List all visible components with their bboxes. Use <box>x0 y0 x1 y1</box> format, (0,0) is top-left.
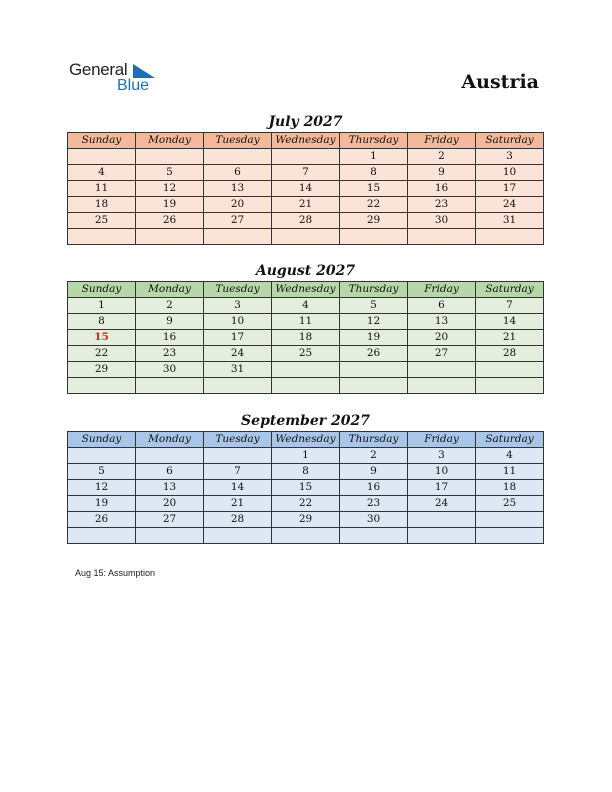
day-cell: 20 <box>136 496 204 512</box>
day-cell: 8 <box>340 165 408 181</box>
week-row <box>68 181 544 197</box>
day-cell: 12 <box>136 181 204 197</box>
day-cell: 7 <box>476 298 544 314</box>
week-row <box>68 464 544 480</box>
day-cell: 4 <box>272 298 340 314</box>
day-cell: 18 <box>68 197 136 213</box>
day-cell <box>272 229 340 245</box>
country-title: Austria <box>461 71 539 93</box>
logo-text-blue: Blue <box>117 77 150 94</box>
day-cell: 10 <box>204 314 272 330</box>
week-row <box>68 346 544 362</box>
day-cell <box>68 229 136 245</box>
day-cell: 22 <box>272 496 340 512</box>
day-cell: 18 <box>272 330 340 346</box>
day-cell: 26 <box>340 346 408 362</box>
week-row <box>68 512 544 528</box>
day-cell: 29 <box>68 362 136 378</box>
day-cell: 12 <box>340 314 408 330</box>
day-cell <box>136 229 204 245</box>
week-row <box>68 496 544 512</box>
month-september <box>67 411 544 544</box>
day-cell: 8 <box>68 314 136 330</box>
day-cell: 28 <box>476 346 544 362</box>
day-cell: 30 <box>340 512 408 528</box>
weekday-header: Tuesday <box>204 133 272 149</box>
day-cell: 12 <box>68 480 136 496</box>
weekday-header: Saturday <box>476 133 544 149</box>
day-cell <box>68 378 136 394</box>
day-cell <box>272 378 340 394</box>
day-cell: 16 <box>136 330 204 346</box>
day-cell: 27 <box>136 512 204 528</box>
day-cell: 15 <box>340 181 408 197</box>
week-row <box>68 197 544 213</box>
day-cell <box>340 378 408 394</box>
week-row <box>68 213 544 229</box>
day-cell: 4 <box>476 448 544 464</box>
day-cell: 25 <box>68 213 136 229</box>
day-cell: 5 <box>68 464 136 480</box>
day-cell: 22 <box>340 197 408 213</box>
weekday-header: Monday <box>136 282 204 298</box>
week-row <box>68 149 544 165</box>
weekday-header: Wednesday <box>272 133 340 149</box>
day-cell: 21 <box>204 496 272 512</box>
day-cell <box>136 378 204 394</box>
day-cell: 22 <box>68 346 136 362</box>
day-cell <box>136 149 204 165</box>
calendar-table <box>67 132 544 245</box>
day-cell: 3 <box>476 149 544 165</box>
weekday-header: Monday <box>136 432 204 448</box>
day-cell <box>136 528 204 544</box>
day-cell <box>408 229 476 245</box>
day-cell: 5 <box>340 298 408 314</box>
month-title: July 2027 <box>268 114 343 130</box>
day-cell: 7 <box>204 464 272 480</box>
day-cell <box>476 512 544 528</box>
day-cell: 6 <box>204 165 272 181</box>
day-cell: 14 <box>272 181 340 197</box>
month-title: September 2027 <box>241 413 370 429</box>
day-cell: 25 <box>476 496 544 512</box>
weekday-header: Friday <box>408 282 476 298</box>
weekday-header: Thursday <box>340 133 408 149</box>
day-cell: 16 <box>408 181 476 197</box>
day-cell: 23 <box>408 197 476 213</box>
day-cell <box>68 149 136 165</box>
weekday-header: Friday <box>408 133 476 149</box>
day-cell: 13 <box>136 480 204 496</box>
day-cell: 14 <box>204 480 272 496</box>
day-cell <box>272 362 340 378</box>
day-cell: 17 <box>408 480 476 496</box>
day-cell <box>408 378 476 394</box>
day-cell <box>408 528 476 544</box>
month-july <box>67 112 544 245</box>
day-cell: 5 <box>136 165 204 181</box>
weekday-header-row <box>68 282 544 298</box>
day-cell: 11 <box>476 464 544 480</box>
week-row <box>68 378 544 394</box>
day-cell: 11 <box>272 314 340 330</box>
day-cell: 8 <box>272 464 340 480</box>
holidays-note: Aug 15: Assumption <box>75 568 156 578</box>
logo-triangle-icon <box>133 64 155 78</box>
day-cell: 9 <box>340 464 408 480</box>
day-cell: 1 <box>272 448 340 464</box>
day-cell: 14 <box>476 314 544 330</box>
day-cell: 2 <box>408 149 476 165</box>
weekday-header: Tuesday <box>204 432 272 448</box>
day-cell: 23 <box>136 346 204 362</box>
day-cell: 18 <box>476 480 544 496</box>
day-cell: 7 <box>272 165 340 181</box>
day-cell: 1 <box>340 149 408 165</box>
weekday-header: Saturday <box>476 432 544 448</box>
month-august <box>67 261 544 394</box>
day-cell: 13 <box>204 181 272 197</box>
day-cell: 11 <box>68 181 136 197</box>
day-cell <box>272 528 340 544</box>
day-cell: 10 <box>476 165 544 181</box>
day-cell: 19 <box>68 496 136 512</box>
day-cell: 6 <box>136 464 204 480</box>
day-cell: 1 <box>68 298 136 314</box>
day-cell: 19 <box>340 330 408 346</box>
weekday-header: Tuesday <box>204 282 272 298</box>
weekday-header: Sunday <box>68 282 136 298</box>
day-cell <box>340 528 408 544</box>
holiday-day-cell: 15 <box>68 330 136 346</box>
month-title: August 2027 <box>255 263 356 279</box>
day-cell: 27 <box>204 213 272 229</box>
day-cell <box>476 378 544 394</box>
day-cell <box>136 448 204 464</box>
day-cell <box>476 362 544 378</box>
week-row <box>68 314 544 330</box>
day-cell: 30 <box>408 213 476 229</box>
day-cell: 3 <box>204 298 272 314</box>
day-cell <box>476 229 544 245</box>
week-row <box>68 298 544 314</box>
calendar-table <box>67 431 544 544</box>
week-row <box>68 165 544 181</box>
day-cell <box>340 362 408 378</box>
day-cell <box>204 378 272 394</box>
day-cell: 15 <box>272 480 340 496</box>
day-cell <box>204 229 272 245</box>
day-cell: 24 <box>408 496 476 512</box>
day-cell <box>204 448 272 464</box>
day-cell <box>340 229 408 245</box>
day-cell <box>68 528 136 544</box>
day-cell: 2 <box>136 298 204 314</box>
day-cell: 17 <box>204 330 272 346</box>
day-cell: 25 <box>272 346 340 362</box>
day-cell: 31 <box>204 362 272 378</box>
weekday-header: Wednesday <box>272 282 340 298</box>
day-cell: 21 <box>272 197 340 213</box>
day-cell <box>204 149 272 165</box>
logo-text-general: General <box>69 60 128 79</box>
day-cell: 20 <box>204 197 272 213</box>
weekday-header: Saturday <box>476 282 544 298</box>
day-cell: 30 <box>136 362 204 378</box>
day-cell: 16 <box>340 480 408 496</box>
day-cell: 10 <box>408 464 476 480</box>
weekday-header: Sunday <box>68 432 136 448</box>
day-cell <box>204 528 272 544</box>
day-cell: 27 <box>408 346 476 362</box>
day-cell <box>68 448 136 464</box>
week-row <box>68 229 544 245</box>
weekday-header-row <box>68 432 544 448</box>
day-cell <box>408 512 476 528</box>
day-cell: 23 <box>340 496 408 512</box>
day-cell: 28 <box>204 512 272 528</box>
day-cell <box>476 528 544 544</box>
day-cell: 28 <box>272 213 340 229</box>
day-cell: 9 <box>408 165 476 181</box>
week-row <box>68 480 544 496</box>
day-cell: 17 <box>476 181 544 197</box>
week-row <box>68 330 544 346</box>
day-cell: 26 <box>136 213 204 229</box>
weekday-header: Friday <box>408 432 476 448</box>
day-cell: 20 <box>408 330 476 346</box>
generalblue-logo <box>69 60 164 96</box>
weekday-header: Wednesday <box>272 432 340 448</box>
week-row <box>68 362 544 378</box>
day-cell: 9 <box>136 314 204 330</box>
day-cell: 24 <box>476 197 544 213</box>
day-cell: 29 <box>272 512 340 528</box>
day-cell: 13 <box>408 314 476 330</box>
weekday-header-row <box>68 133 544 149</box>
week-row <box>68 448 544 464</box>
week-row <box>68 528 544 544</box>
day-cell: 24 <box>204 346 272 362</box>
weekday-header: Thursday <box>340 282 408 298</box>
day-cell <box>408 362 476 378</box>
day-cell: 6 <box>408 298 476 314</box>
day-cell: 2 <box>340 448 408 464</box>
day-cell: 21 <box>476 330 544 346</box>
day-cell: 3 <box>408 448 476 464</box>
weekday-header: Monday <box>136 133 204 149</box>
day-cell: 31 <box>476 213 544 229</box>
day-cell: 19 <box>136 197 204 213</box>
weekday-header: Sunday <box>68 133 136 149</box>
weekday-header: Thursday <box>340 432 408 448</box>
day-cell: 4 <box>68 165 136 181</box>
day-cell <box>272 149 340 165</box>
day-cell: 29 <box>340 213 408 229</box>
day-cell: 26 <box>68 512 136 528</box>
calendar-table <box>67 281 544 394</box>
